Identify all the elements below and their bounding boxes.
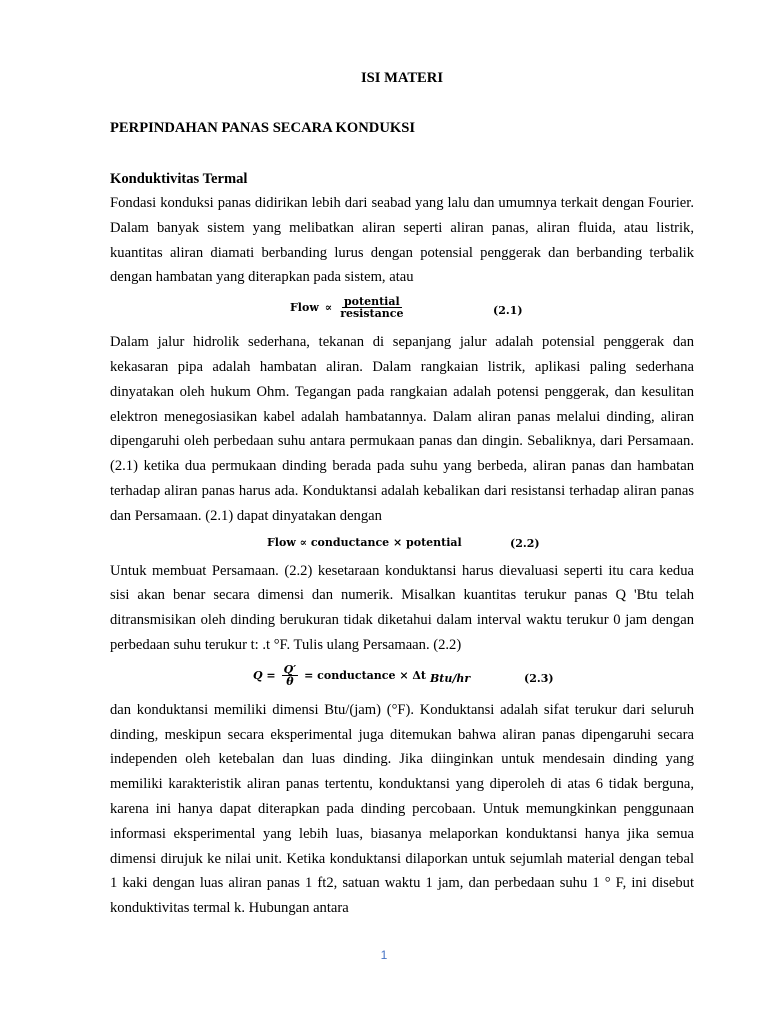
eq3-fraction (282, 664, 298, 687)
eq3-denominator: θ (286, 674, 294, 688)
eq2-expression: Flow ∝ conductance × potential (267, 535, 462, 549)
eq1-prop: ∝ (324, 301, 333, 315)
document-page (110, 66, 694, 921)
eq3-numerator: Q′ (283, 662, 297, 676)
eq3-rhs: = conductance × Δt (304, 668, 426, 682)
page-title: ISI MATERI (360, 70, 444, 86)
paragraph-2: Dalam jalur hidrolik sederhana, tekanan di sepanjang jalur adalah potensial penggerak dan kekasaran pipa adalah hambatan aliran. Dalam rangkaian listrik, aplikasi paling sederhana dinyatakan oleh hukum Ohm. Tegangan pada rangkaian adalah potensi penggerak, dan kesulitan elektron menegosiasikan kabel adalah hambatannya. Dalam aliran panas melalui dinding, aliran dipengaruhi oleh perbedaan suhu antara permukaan panas dan dingin. Sebaliknya, dari Persamaan. (2.1) ketika dua permukaan dinding berada pada suhu yang berbeda, aliran panas dan hambatan terhadap aliran panas harus ada. Konduktansi adalah kebalikan dari resistansi terhadap aliran panas dan Persamaan. (2.1) dapat dinyatakan dengan (110, 334, 694, 524)
section-title: PERPINDAHAN PANAS SECARA KONDUKSI (110, 120, 416, 136)
eq1-number: (2.1) (493, 304, 523, 318)
eq3-lhs: Q = (253, 668, 276, 682)
subheading: Konduktivitas Termal (110, 171, 248, 187)
eq1-lhs: Flow (290, 301, 319, 315)
eq1-numerator: potential (343, 295, 400, 309)
eq1-fraction (338, 296, 405, 319)
paragraph-3: Untuk membuat Persamaan. (2.2) kesetaraan konduktansi harus dievaluasi seperti itu cara kedua sisi akan benar secara dimensi dan numerik. Misalkan kuantitas terukur panas Q 'Btu telah ditransmisikan oleh dinding berukuran tidak diketahui dalam interval waktu terukur 0 jam dengan perbedaan suhu terukur t: .t °F. Tulis ulang Persamaan. (2.2) (110, 562, 694, 653)
equation-2-3 (110, 658, 694, 698)
eq3-unit: Btu/hr (430, 671, 471, 685)
page-number: 1 (380, 948, 388, 962)
eq1-denominator: resistance (340, 307, 404, 321)
paragraph-1: Fondasi konduksi panas didirikan lebih dari seabad yang lalu dan umumnya terkait dengan Fourier. Dalam banyak sistem yang melibatkan aliran seperti aliran panas, aliran fluida, atau listrik, kuantitas aliran diamati berbanding lurus dengan potensial penggerak dan berbanding terbalik dengan hambatan yang diterapkan pada sistem, atau (110, 195, 694, 286)
paragraph-4: dan konduktansi memiliki dimensi Btu/(jam) (°F). Konduktansi adalah sifat terukur dari seluruh dinding, meskipun secara eksperimental juga ditemukan bahwa aliran panas dipengaruhi secara independen oleh ketebalan dan luas dinding. Jika diinginkan untuk mendesain dinding yang memiliki karakteristik aliran panas tertentu, konduktansi yang diperoleh di atas 6 tidak berguna, karena ini hanya dapat diterapkan pada dinding percobaan. Untuk memungkinkan penggunaan informasi eksperimental yang lebih luas, biasanya melaporkan konduktansi hanya jika semua dimensi dirujuk ke nilai unit. Ketika konduktansi dilaporkan untuk sejumlah material dengan tebal 1 kaki dengan luas aliran panas 1 ft2, satuan waktu 1 jam, dan perbedaan suhu 1 ° F, ini disebut konduktivitas termal k. Hubungan antara (110, 701, 694, 917)
equation-2-2 (110, 529, 694, 559)
eq3-number: (2.3) (524, 671, 554, 685)
eq2-number: (2.2) (510, 536, 540, 550)
equation-2-1 (110, 290, 694, 330)
